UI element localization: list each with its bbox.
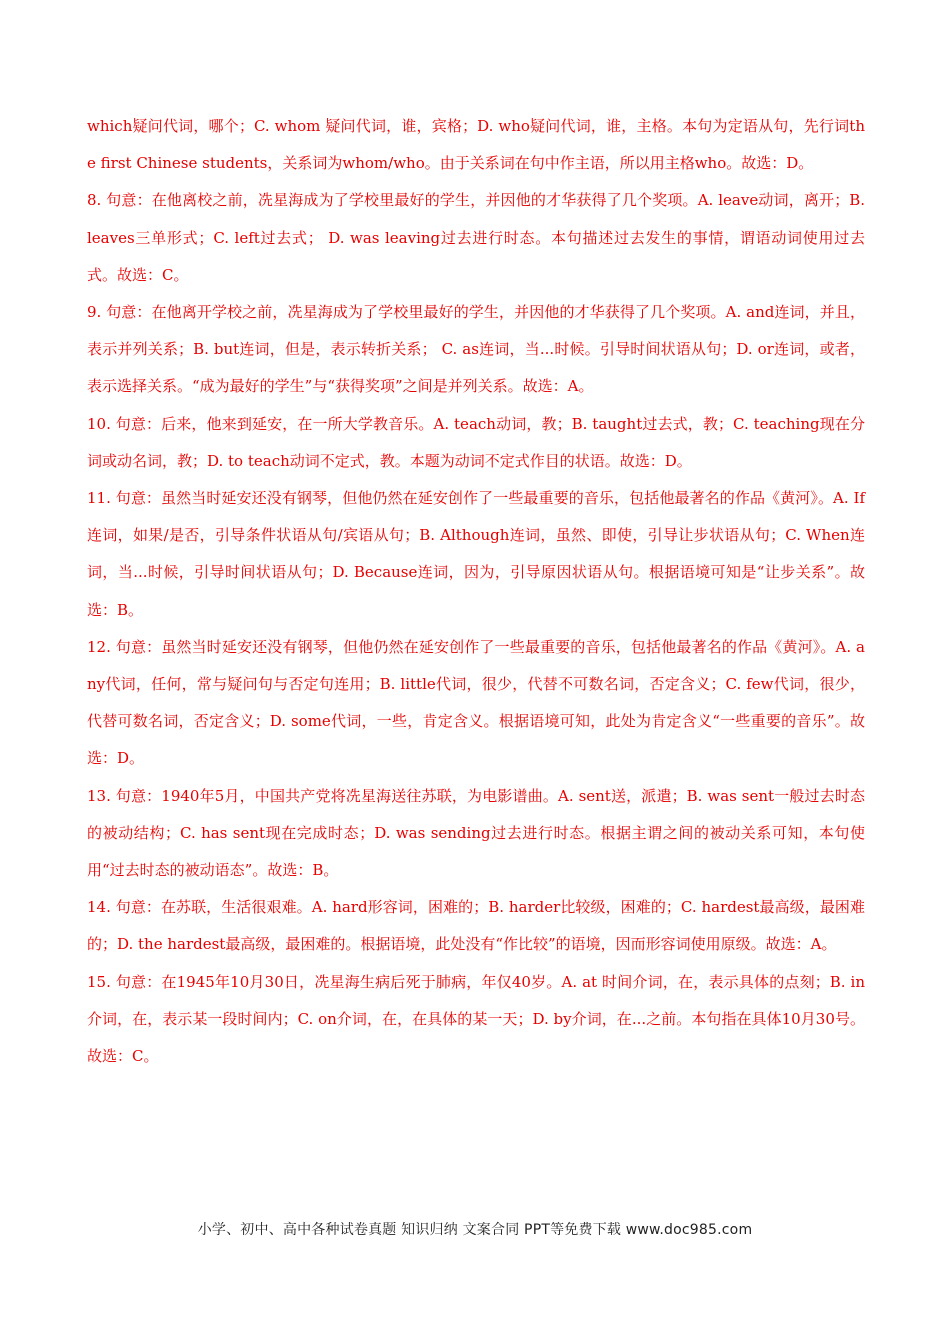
- answer-explanation-14: 14. 句意：在苏联，生活很艰难。A. hard形容词，困难的；B. harder比较级，困难的；C. hardest最高级，最困难的；D. the hardest最高级，最困难的。根据语境，此处没有“作比较”的语境，因而形容词使用原级。故选：A。: [87, 898, 865, 954]
- answer-explanation-13: 13. 句意：1940年5月，中国共产党将冼星海送往苏联，为电影谱曲。A. sent送，派遣；B. was sent一般过去时态的被动结构；C. has sent现在完成时态；D. was sending过去进行时态。根据主谓之间的被动关系可知，本句使用“过去时态的被动语态”。故选：B。: [87, 786, 865, 880]
- answer-explanation-12: 12. 句意：虽然当时延安还没有钢琴，但他仍然在延安创作了一些最重要的音乐，包括他最著名的作品《黄河》。A. any代词，任何，常与疑问句与否定句连用；B. little代词，很少，代替不可数名词，否定含义；C. few代词，很少，代替可数名词，否定含义；D. some代词，一些，肯定含义。根据语境可知，此处为肯定含义“一些重要的音乐”。故选：D。: [87, 637, 865, 768]
- answer-explanation-15: 15. 句意：在1945年10月30日，冼星海生病后死于肺病，年仅40岁。A. at 时间介词，在，表示具体的点刻；B. in介词，在，表示某一段时间内；C. on介词，在，在具体的某一天；D. by介词，在...之前。本句指在具体10月30号。故选：C。: [87, 972, 865, 1066]
- page-footer: 小学、初中、高中各种试卷真题 知识归纳 文案合同 PPT等免费下载 www.doc985.com: [197, 1222, 753, 1238]
- answer-explanation-7-continued: which疑问代词，哪个；C. whom 疑问代词，谁，宾格；D. who疑问代词，谁，主格。本句为定语从句，先行词the first Chinese students，关系词为whom/who。由于关系词在句中作主语，所以用主格who。故选：D。: [87, 117, 865, 173]
- answer-explanation-10: 10. 句意：后来，他来到延安，在一所大学教音乐。A. teach动词，教；B. taught过去式，教；C. teaching现在分词或动名词，教；D. to teach动词不定式，教。本题为动词不定式作目的状语。故选：D。: [87, 414, 865, 470]
- answer-explanation-11: 11. 句意：虽然当时延安还没有钢琴，但他仍然在延安创作了一些最重要的音乐，包括他最著名的作品《黄河》。A. If 连词，如果/是否，引导条件状语从句/宾语从句；B. Although连词，虽然、即使，引导让步状语从句；C. When连词，当...时候，引导时间状语从句；D. Because连词，因为，引导原因状语从句。根据语境可知是“让步关系”。故选：B。: [87, 489, 865, 619]
- answer-explanation-8: 8. 句意：在他离校之前，冼星海成为了学校里最好的学生，并因他的才华获得了几个奖项。A. leave动词，离开；B. leaves三单形式；C. left过去式； D. was leaving过去进行时态。本句描述过去发生的事情，谓语动词使用过去式。故选：C。: [87, 191, 865, 284]
- document-body: [87, 108, 865, 1075]
- answer-explanation-9: 9. 句意：在他离开学校之前，冼星海成为了学校里最好的学生，并因他的才华获得了几个奖项。A. and连词，并且，表示并列关系；B. but连词，但是，表示转折关系； C. as连词，当...时候。引导时间状语从句；D. or连词，或者，表示选择关系。“成为最好的学生”与“获得奖项”之间是并列关系。故选：A。: [87, 303, 865, 396]
